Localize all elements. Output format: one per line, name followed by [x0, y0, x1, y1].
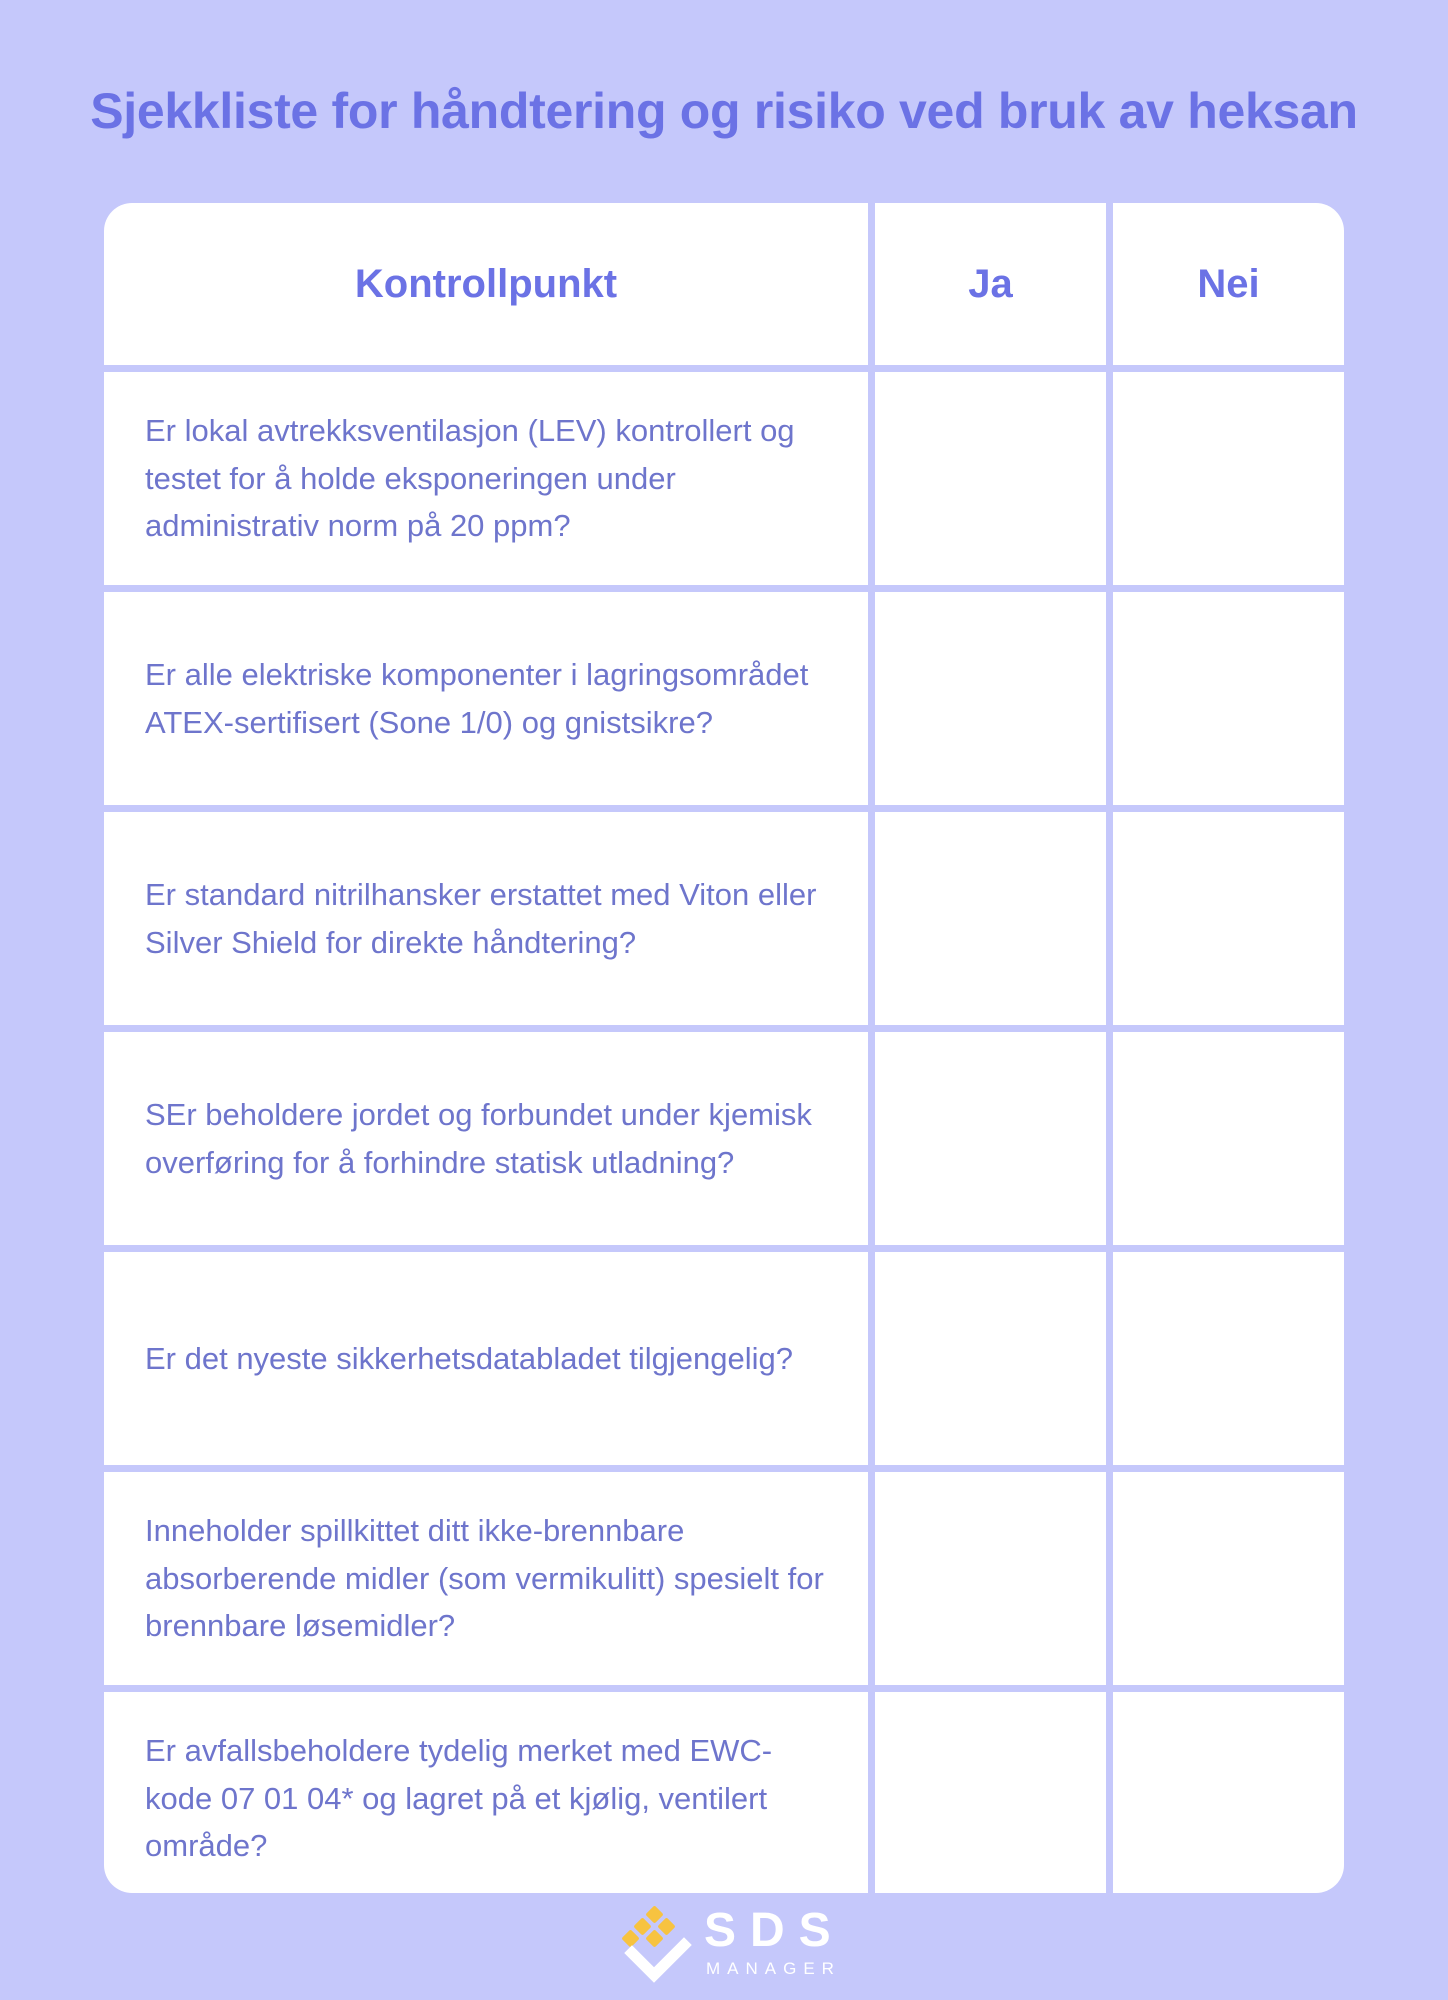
header-nei: Nei	[1113, 203, 1344, 365]
nei-checkbox-cell[interactable]	[1113, 1472, 1344, 1685]
checklist-question: Er det nyeste sikkerhetsdatabladet tilgjengelig?	[104, 1252, 868, 1465]
checklist-table	[104, 203, 1344, 1893]
nei-checkbox-cell[interactable]	[1113, 1252, 1344, 1465]
logo-wordmark: SDS	[704, 1904, 845, 1957]
checklist-question: Er standard nitrilhansker erstattet med Viton eller Silver Shield for direkte håndtering?	[104, 812, 868, 1025]
logo-subtitle: MANAGER	[706, 1959, 841, 1978]
nei-checkbox-cell[interactable]	[1113, 1032, 1344, 1245]
ja-checkbox-cell[interactable]	[875, 1032, 1106, 1245]
checklist-question: Er alle elektriske komponenter i lagringsområdet ATEX-sertifisert (Sone 1/0) og gnistsikre?	[104, 592, 868, 805]
page-title: Sjekkliste for håndtering og risiko ved bruk av heksan	[90, 83, 1358, 139]
checklist-question: Inneholder spillkittet ditt ikke-brennbare absorberende midler (som vermikulitt) spesielt for brennbare løsemidler?	[104, 1472, 868, 1685]
header-ja: Ja	[875, 203, 1106, 365]
nei-checkbox-cell[interactable]	[1113, 1692, 1344, 1893]
ja-checkbox-cell[interactable]	[875, 1692, 1106, 1893]
nei-checkbox-cell[interactable]	[1113, 592, 1344, 805]
nei-checkbox-cell[interactable]	[1113, 372, 1344, 585]
ja-checkbox-cell[interactable]	[875, 812, 1106, 1025]
ja-checkbox-cell[interactable]	[875, 592, 1106, 805]
ja-checkbox-cell[interactable]	[875, 1252, 1106, 1465]
checklist-question: Er lokal avtrekksventilasjon (LEV) kontrollert og testet for å holde eksponeringen under administrativ norm på 20 ppm?	[104, 372, 868, 585]
ja-checkbox-cell[interactable]	[875, 1472, 1106, 1685]
checklist-question: Er avfallsbeholdere tydelig merket med EWC-kode 07 01 04* og lagret på et kjølig, ventilert område?	[104, 1692, 868, 1893]
nei-checkbox-cell[interactable]	[1113, 812, 1344, 1025]
checklist-question: SEr beholdere jordet og forbundet under kjemisk overføring for å forhindre statisk utladning?	[104, 1032, 868, 1245]
ja-checkbox-cell[interactable]	[875, 372, 1106, 585]
sds-manager-logo-icon	[612, 1905, 707, 1985]
header-kontrollpunkt: Kontrollpunkt	[104, 203, 868, 365]
sds-manager-logo	[612, 1904, 845, 1985]
